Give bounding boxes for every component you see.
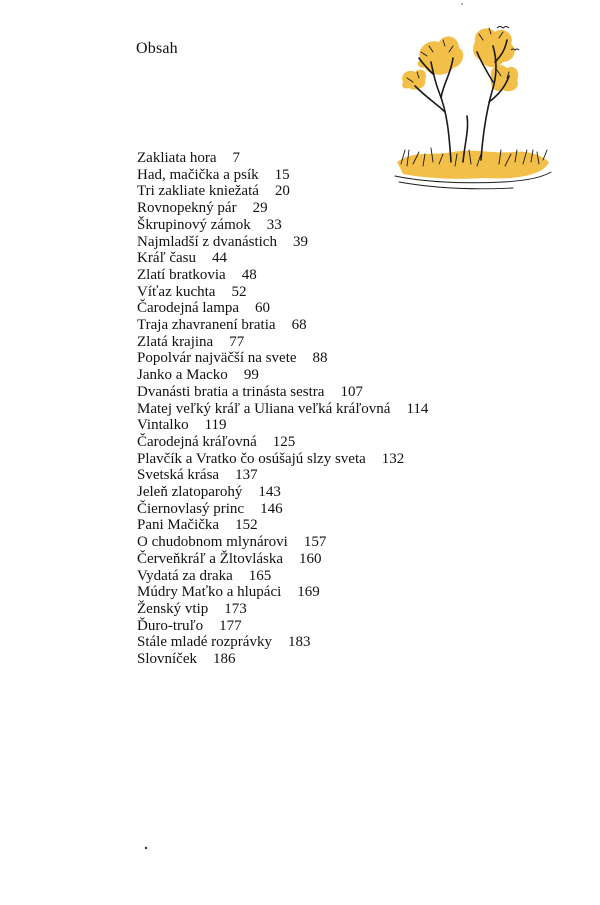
toc-entry-page: 44 [211, 250, 227, 267]
toc-entry-title: Ďuro-truľo [137, 617, 204, 634]
toc-entry-title: Tri zakliate kniežatá [137, 183, 259, 200]
toc-entry-page: 15 [274, 166, 290, 183]
toc-entry-title: Dvanásti bratia a trinásta sestra [137, 383, 325, 400]
toc-entry[interactable] [137, 484, 428, 501]
toc-entry-page: 77 [229, 333, 245, 350]
toc-entry[interactable] [137, 534, 428, 551]
toc-entry[interactable] [137, 200, 428, 217]
toc-entry[interactable] [137, 568, 428, 585]
toc-entry-page: 160 [299, 550, 322, 567]
toc-entry[interactable] [137, 618, 428, 635]
toc-entry-title: Matej veľký kráľ a Uliana veľká kráľovná [137, 400, 391, 417]
toc-entry[interactable] [137, 234, 428, 251]
toc-entry-page: 169 [297, 584, 320, 601]
toc-entry[interactable] [137, 350, 428, 367]
toc-entry[interactable] [137, 217, 428, 234]
toc-entry-title: Stále mladé rozprávky [137, 634, 272, 651]
toc-entry-page: 99 [243, 367, 259, 384]
toc-entry-page: 7 [232, 150, 241, 166]
toc-entry-title: Janko a Macko [137, 367, 228, 384]
toc-entry[interactable] [137, 401, 428, 418]
toc-entry[interactable] [137, 651, 428, 668]
toc-entry-title: Zakliata hora [137, 150, 217, 166]
toc-entry-page: 39 [292, 233, 308, 250]
toc-entry-page: 183 [287, 634, 311, 651]
toc-entry-page: 146 [260, 500, 283, 517]
toc-entry-title: Zlatí bratkovia [137, 266, 226, 283]
speck [461, 3, 463, 5]
toc-entry-page: 143 [258, 484, 281, 501]
toc-entry-title: Vintalko [137, 417, 189, 434]
toc-entry-page: 186 [213, 651, 236, 668]
toc-entry-page: 68 [291, 317, 307, 334]
toc-entry-title: Najmladší z dvanástich [137, 233, 277, 250]
toc-entry[interactable] [137, 384, 428, 401]
toc-entry-page: 173 [224, 600, 247, 617]
toc-entry-page: 119 [204, 417, 227, 434]
table-of-contents [137, 150, 428, 668]
toc-entry-title: Svetská krása [137, 467, 220, 484]
toc-entry-title: Múdry Maťko a hlupáci [137, 584, 282, 601]
toc-entry-page: 157 [303, 534, 327, 551]
toc-entry-page: 125 [272, 433, 296, 450]
toc-entry[interactable] [137, 551, 428, 568]
toc-entry-title: Škrupinový zámok [137, 216, 251, 233]
toc-entry-title: Slovníček [137, 651, 197, 668]
toc-entry[interactable] [137, 417, 428, 434]
toc-entry-title: Červeňkráľ a Žltovláska [137, 550, 284, 567]
toc-entry[interactable] [137, 584, 428, 601]
speck [145, 847, 147, 849]
toc-entry-title: Čarodejná lampa [137, 300, 240, 317]
toc-entry-page: 165 [248, 567, 272, 584]
toc-entry[interactable] [137, 150, 428, 167]
toc-entry-title: Zlatá krajina [137, 333, 214, 350]
toc-entry-page: 33 [266, 216, 282, 233]
toc-entry[interactable] [137, 601, 428, 618]
toc-entry-title: Čiernovlasý princ [137, 500, 245, 517]
toc-entry-title: Had, mačička a psík [137, 166, 259, 183]
toc-entry-page: 107 [340, 383, 363, 400]
toc-entry-page: 29 [252, 200, 268, 217]
toc-entry[interactable] [137, 183, 428, 200]
toc-entry-title: Pani Mačička [137, 517, 220, 534]
toc-entry[interactable] [137, 501, 428, 518]
toc-entry-page: 137 [235, 467, 258, 484]
toc-entry[interactable] [137, 284, 428, 301]
toc-entry-title: Jeleň zlatoparohý [137, 484, 243, 501]
toc-entry[interactable] [137, 267, 428, 284]
toc-entry[interactable] [137, 317, 428, 334]
toc-entry-title: Kráľ času [137, 250, 196, 267]
toc-entry-page: 177 [219, 617, 242, 634]
toc-entry-title: Ženský vtip [137, 600, 209, 617]
toc-entry[interactable] [137, 334, 428, 351]
toc-entry[interactable] [137, 300, 428, 317]
toc-entry-title: O chudobnom mlynárovi [137, 534, 288, 551]
toc-entry-page: 114 [406, 400, 429, 417]
toc-entry-page: 60 [255, 300, 271, 317]
toc-entry-title: Traja zhavranení bratia [137, 317, 276, 334]
toc-entry[interactable] [137, 167, 428, 184]
toc-entry[interactable] [137, 250, 428, 267]
toc-entry-page: 20 [274, 183, 290, 200]
toc-entry-title: Plavčík a Vratko čo osúšajú slzy sveta [137, 450, 366, 467]
toc-entry[interactable] [137, 451, 428, 468]
toc-entry-page: 48 [241, 266, 257, 283]
toc-entry-title: Víťaz kuchta [137, 283, 216, 300]
toc-entry-title: Popolvár najväčší na svete [137, 350, 297, 367]
toc-entry[interactable] [137, 367, 428, 384]
toc-entry[interactable] [137, 634, 428, 651]
toc-entry-page: 152 [235, 517, 258, 534]
toc-entry-page: 88 [312, 350, 328, 367]
toc-entry[interactable] [137, 467, 428, 484]
toc-entry-title: Rovnopekný pár [137, 200, 237, 217]
toc-entry-page: 132 [381, 450, 405, 467]
toc-entry-title: Čarodejná kráľovná [137, 433, 257, 450]
toc-entry-page: 52 [231, 283, 247, 300]
toc-entry-title: Vydatá za draka [137, 567, 233, 584]
toc-entry[interactable] [137, 517, 428, 534]
page-title: Obsah [136, 40, 178, 57]
toc-entry[interactable] [137, 434, 428, 451]
